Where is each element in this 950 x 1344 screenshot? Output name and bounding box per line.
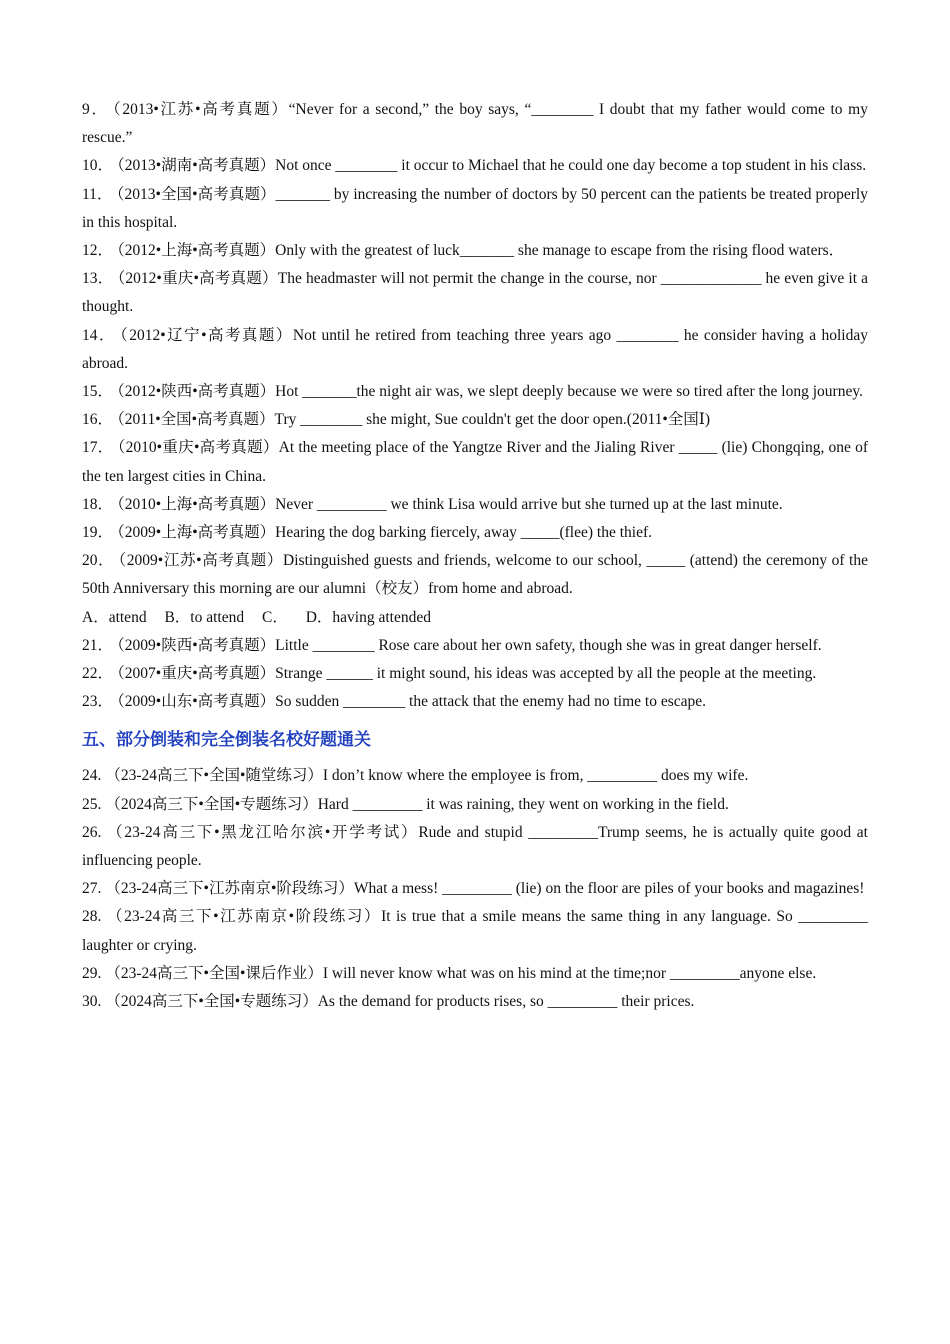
question-20-options bbox=[82, 604, 868, 632]
question-text: Not until he retired from teaching three years ago ________ he consider having a holiday abroad. bbox=[82, 326, 868, 372]
question-item bbox=[82, 237, 868, 265]
question-number: 21． bbox=[82, 636, 114, 654]
question-number: 12． bbox=[82, 242, 114, 260]
question-list-part2 bbox=[82, 632, 868, 717]
question-text: I will never know what was on his mind at the time;nor _________anyone else. bbox=[322, 964, 817, 982]
question-source: （2012•上海•高考真题） bbox=[117, 242, 276, 260]
question-number: 18． bbox=[82, 495, 114, 513]
question-item bbox=[82, 547, 868, 603]
question-number: 24. bbox=[82, 767, 102, 785]
question-number: 30. bbox=[82, 993, 102, 1011]
question-source: （2010•上海•高考真题） bbox=[117, 495, 276, 513]
question-item bbox=[82, 791, 868, 819]
question-text: Not once ________ it occur to Michael that he could one day become a top student in his class. bbox=[275, 157, 867, 175]
question-item bbox=[82, 181, 868, 237]
question-source: （2010•重庆•高考真题） bbox=[117, 439, 279, 457]
question-number: 17． bbox=[82, 439, 114, 457]
question-source: （2009•上海•高考真题） bbox=[117, 524, 276, 542]
question-text: As the demand for products rises, so _________ their prices. bbox=[317, 993, 695, 1011]
question-number: 28. bbox=[82, 908, 102, 926]
question-text: Try ________ she might, Sue couldn't get the door open.(2011•全国Ⅰ) bbox=[274, 411, 711, 429]
question-text: It is true that a smile means the same thing in any language. So _________ laughter or crying. bbox=[82, 908, 868, 954]
question-number: 20． bbox=[82, 552, 115, 570]
question-source: （2009•陕西•高考真题） bbox=[117, 636, 276, 654]
question-source: （23-24高三下•江苏南京•阶段练习） bbox=[105, 880, 354, 898]
question-text: Hard _________ it was raining, they went on working in the field. bbox=[317, 795, 729, 813]
question-item bbox=[82, 960, 868, 988]
question-source: （2007•重庆•高考真题） bbox=[117, 665, 276, 683]
question-item bbox=[82, 406, 868, 434]
question-number: 13． bbox=[82, 270, 114, 288]
question-number: 29. bbox=[82, 964, 102, 982]
question-source: （2024高三下•全国•专题练习） bbox=[105, 993, 318, 1011]
question-number: 15． bbox=[82, 383, 114, 401]
question-text: Rude and stupid _________Trump seems, he is actually quite good at influencing people. bbox=[82, 823, 868, 870]
question-number: 27. bbox=[82, 880, 102, 898]
question-number: 16． bbox=[82, 411, 114, 429]
question-item bbox=[82, 152, 868, 180]
question-number: 25. bbox=[82, 795, 102, 813]
question-source: （2009•山东•高考真题） bbox=[117, 693, 276, 711]
section-heading: 五、部分倒装和完全倒装名校好题通关 bbox=[82, 730, 371, 751]
question-source: （2024高三下•全国•专题练习） bbox=[105, 795, 318, 813]
question-item bbox=[82, 875, 868, 903]
question-source: （2012•重庆•高考真题） bbox=[117, 270, 278, 288]
question-item bbox=[82, 519, 868, 547]
question-source: （2012•辽宁•高考真题） bbox=[119, 326, 293, 344]
question-text: Hot _______the night air was, we slept deeply because we were so tired after the long journey. bbox=[275, 383, 863, 401]
option-a: A．attend bbox=[82, 608, 147, 626]
document-content bbox=[82, 96, 868, 1016]
question-source: （2012•陕西•高考真题） bbox=[117, 383, 276, 401]
question-item bbox=[82, 491, 868, 519]
question-text: Distinguished guests and friends, welcome to our school, _____ (attend) the ceremony of the 50th Anniversary this morning are our alumni（校友）from home and abroad. bbox=[82, 552, 868, 598]
question-source: （2013•江苏•高考真题） bbox=[112, 101, 289, 118]
question-text: So sudden ________ the attack that the enemy had no time to escape. bbox=[275, 693, 706, 711]
question-source: （2013•湖南•高考真题） bbox=[117, 157, 276, 175]
option-d: D．having attended bbox=[305, 608, 431, 626]
question-source: （23-24高三下•江苏南京•阶段练习） bbox=[105, 908, 382, 926]
question-item bbox=[82, 762, 868, 790]
question-source: （23-24高三下•全国•课后作业） bbox=[105, 964, 323, 982]
question-list-part3 bbox=[82, 762, 868, 1016]
question-number: 9． bbox=[82, 101, 109, 118]
question-number: 19． bbox=[82, 524, 114, 542]
question-source: （2013•全国•高考真题） bbox=[116, 185, 276, 203]
option-c: C． bbox=[261, 608, 288, 626]
question-item bbox=[82, 265, 868, 321]
question-text: Never _________ we think Lisa would arrive but she turned up at the last minute. bbox=[275, 495, 783, 513]
question-number: 14． bbox=[82, 326, 116, 344]
question-item bbox=[82, 903, 868, 959]
question-source: （2011•全国•高考真题） bbox=[117, 411, 275, 429]
question-source: （23-24高三下•全国•随堂练习） bbox=[105, 767, 323, 785]
question-item bbox=[82, 434, 868, 490]
question-text: The headmaster will not permit the change in the course, nor _____________ he even give it a thought. bbox=[82, 270, 868, 316]
question-text: Hearing the dog barking fiercely, away _____(flee) the thief. bbox=[275, 524, 652, 542]
question-source: （2009•江苏•高考真题） bbox=[118, 552, 284, 570]
question-item bbox=[82, 660, 868, 688]
question-item bbox=[82, 322, 868, 378]
question-item bbox=[82, 632, 868, 660]
question-item bbox=[82, 819, 868, 875]
question-source: （23-24高三下•黑龙江哈尔滨•开学考试） bbox=[105, 823, 419, 841]
question-text: “Never for a second,” the boy says, “________ I doubt that my father would come to my rescue.” bbox=[82, 101, 868, 147]
question-number: 11． bbox=[82, 185, 113, 203]
question-text: _______ by increasing the number of doctors by 50 percent can the patients be treated properly in this hospital. bbox=[82, 185, 868, 231]
question-number: 10． bbox=[82, 157, 114, 175]
question-number: 26. bbox=[82, 823, 102, 841]
question-number: 23． bbox=[82, 693, 114, 711]
question-text: Little ________ Rose care about her own safety, though she was in great danger herself. bbox=[275, 636, 822, 654]
option-b: B．to attend bbox=[164, 608, 245, 626]
question-number: 22． bbox=[82, 665, 114, 683]
question-text: Strange ______ it might sound, his ideas was accepted by all the people at the meeting. bbox=[275, 665, 817, 683]
question-item bbox=[82, 688, 868, 716]
question-text: What a mess! _________ (lie) on the floor are piles of your books and magazines! bbox=[353, 880, 865, 898]
question-item bbox=[82, 988, 868, 1016]
question-item bbox=[82, 378, 868, 406]
question-list-part1 bbox=[82, 96, 868, 604]
question-text: Only with the greatest of luck_______ she manage to escape from the rising flood waters． bbox=[275, 242, 845, 260]
question-text: I don’t know where the employee is from, _________ does my wife. bbox=[322, 767, 749, 785]
question-text: At the meeting place of the Yangtze River and the Jialing River _____ (lie) Chongqing, one of the ten largest cities in China. bbox=[82, 439, 868, 485]
question-item bbox=[82, 96, 868, 152]
